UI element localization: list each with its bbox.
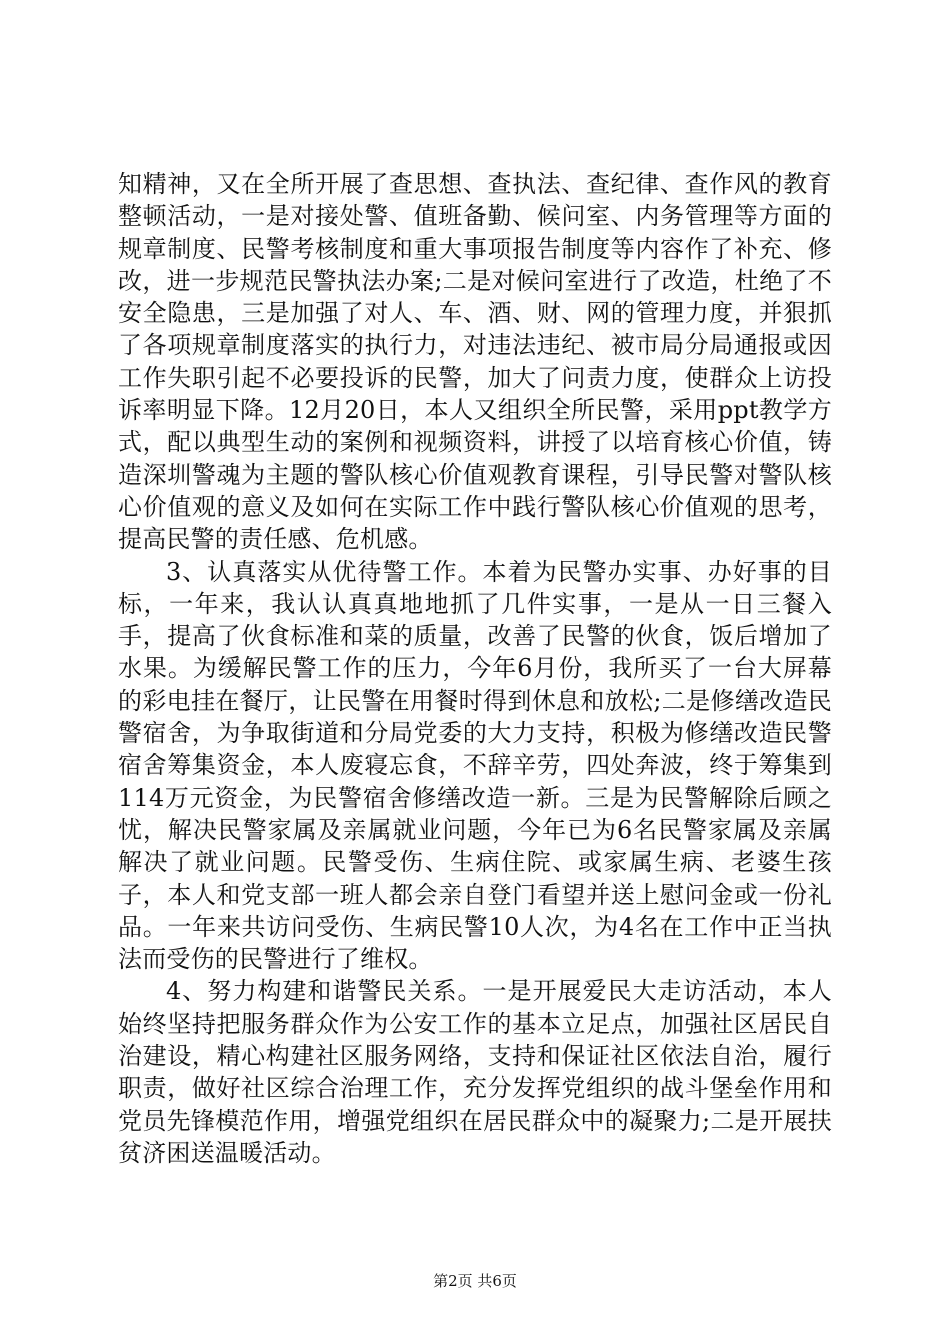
paragraph-police-welfare: 3、认真落实从优待警工作。本着为民警办实事、办好事的目标，一年来，我认认真真地地抓了几件实事，一是从一日三餐入手，提高了伙食标准和菜的质量，改善了民警的伙食，饭后增加了水果。为缓解民警工作的压力，今年6月份，我所买了一台大屏幕的彩电挂在餐厅，让民警在用餐时得到休息和放松;二是修缮改造民警宿舍，为争取街道和分局党委的大力支持，积极为修缮改造民警宿舍筹集资金，本人废寝忘食，不辞辛劳，四处奔波，终于筹集到114万元资金，为民警宿舍修缮改造一新。三是为民警解除后顾之忧，解决民警家属及亲属就业问题，今年已为6名民警家属及亲属解决了就业问题。民警受伤、生病住院、或家属生病、老婆生孩子，本人和党支部一班人都会亲自登门看望并送上慰问金或一份礼品。一年来共访问受伤、生病民警10人次，为4名在工作中正当执法而受伤的民警进行了维权。 bbox=[118, 557, 832, 974]
document-body bbox=[118, 168, 832, 1169]
page-number: 第2页 共6页 bbox=[433, 1272, 517, 1290]
page-footer bbox=[0, 1271, 950, 1291]
paragraph-police-community-relations: 4、努力构建和谐警民关系。一是开展爱民大走访活动，本人始终坚持把服务群众作为公安工作的基本立足点，加强社区居民自治建设，精心构建社区服务网络，支持和保证社区依法自治，履行职责，做好社区综合治理工作，充分发挥党组织的战斗堡垒作用和党员先锋模范作用，增强党组织在居民群众中的凝聚力;二是开展扶贫济困送温暖活动。 bbox=[118, 977, 832, 1167]
paragraph-continuation: 知精神，又在全所开展了查思想、查执法、查纪律、查作风的教育整顿活动，一是对接处警、值班备勤、候问室、内务管理等方面的规章制度、民警考核制度和重大事项报告制度等内容作了补充、修改，进一步规范民警执法办案;二是对候问室进行了改造，杜绝了不安全隐患，三是加强了对人、车、酒、财、网的管理力度，并狠抓了各项规章制度落实的执行力，对违法违纪、被市局分局通报或因工作失职引起不必要投诉的民警，加大了问责力度，使群众上访投诉率明显下降。12月20日，本人又组织全所民警，采用ppt教学方式，配以典型生动的案例和视频资料，讲授了以培育核心价值，铸造深圳警魂为主题的警队核心价值观教育课程，引导民警对警队核心价值观的意义及如何在实际工作中践行警队核心价值观的思考，提高民警的责任感、危机感。 bbox=[118, 170, 832, 554]
